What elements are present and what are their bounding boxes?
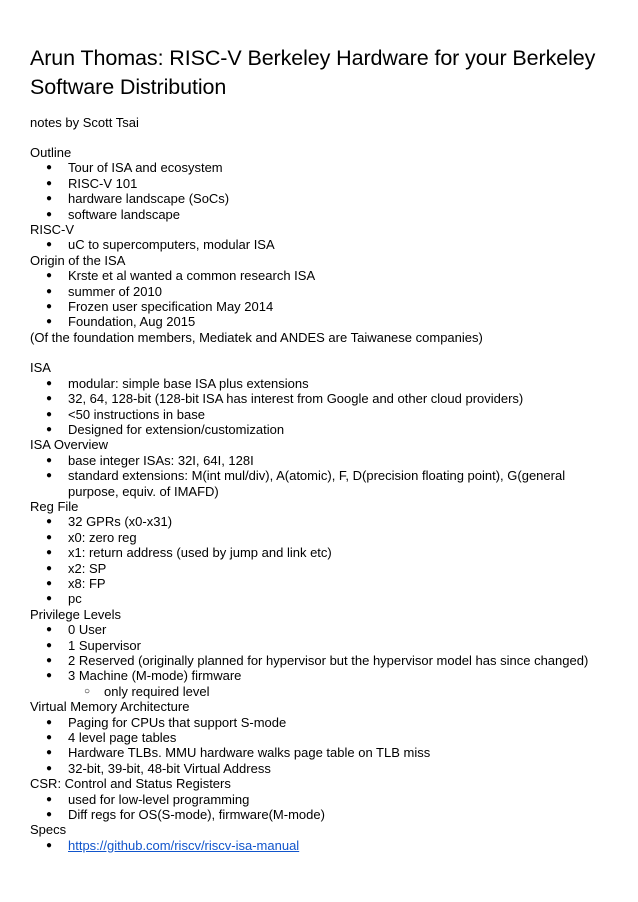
list-item: ● hardware landscape (SoCs): [30, 191, 610, 206]
heading-specs: Specs: [30, 822, 67, 838]
spec-link[interactable]: https://github.com/riscv/riscv-isa-manual: [68, 837, 300, 853]
foundation-note: (Of the foundation members, Mediatek and ANDES are Taiwanese companies): [30, 329, 483, 345]
list-item: ● used for low-level programming: [30, 792, 610, 807]
heading-reg-file: Reg File: [30, 498, 79, 514]
list-outline: [30, 160, 610, 222]
list-vm: [30, 715, 610, 777]
list-item: ● 3 Machine (M-mode) firmware: [30, 668, 610, 683]
heading-isa: ISA: [30, 360, 51, 376]
sublist-privilege: [30, 684, 610, 699]
list-item: ● base integer ISAs: 32I, 64I, 128I: [30, 453, 610, 468]
heading-isa-overview: ISA Overview: [30, 437, 109, 453]
list-item: ● x8: FP: [30, 576, 610, 591]
list-item: ● 1 Supervisor: [30, 638, 610, 653]
heading-privilege: Privilege Levels: [30, 606, 122, 622]
heading-csr: CSR: Control and Status Registers: [30, 776, 231, 792]
list-item: ● 4 level page tables: [30, 730, 610, 745]
list-item: ● 2 Reserved (originally planned for hypervisor but the hypervisor model has since changed): [30, 653, 610, 668]
list-item: ● 32, 64, 128-bit (128-bit ISA has interest from Google and other cloud providers): [30, 391, 610, 406]
list-item: ● Krste et al wanted a common research ISA: [30, 268, 610, 283]
list-item: ● software landscape: [30, 207, 610, 222]
list-item: ● Designed for extension/customization: [30, 422, 610, 437]
document-title: Arun Thomas: RISC-V Berkeley Hardware for your Berkeley Software Distribution: [30, 46, 596, 99]
list-item: ● Hardware TLBs. MMU hardware walks page table on TLB miss: [30, 745, 610, 760]
heading-vm: Virtual Memory Architecture: [30, 699, 190, 715]
byline: notes by Scott Tsai: [30, 115, 139, 130]
sub-list-item: ○ only required level: [30, 684, 610, 699]
list-item: ● RISC-V 101: [30, 176, 610, 191]
list-item: [30, 838, 610, 853]
list-item: ● Diff regs for OS(S-mode), firmware(M-mode): [30, 807, 610, 822]
list-item: ● <50 instructions in base: [30, 407, 610, 422]
list-item: ● Frozen user specification May 2014: [30, 299, 610, 314]
list-privilege: [30, 622, 610, 684]
list-item: ● modular: simple base ISA plus extensions: [30, 376, 610, 391]
heading-riscv: RISC-V: [30, 222, 75, 238]
list-item: ● x0: zero reg: [30, 530, 610, 545]
heading-outline: Outline: [30, 145, 72, 160]
list-item: ● standard extensions: M(int mul/div), A(atomic), F, D(precision floating point), G(general purpose, equiv. of IMAFD): [30, 468, 610, 499]
list-item: ● uC to supercomputers, modular ISA: [30, 237, 610, 252]
list-riscv: [30, 237, 610, 252]
list-item: ● 32 GPRs (x0-x31): [30, 514, 610, 529]
list-item: ● x2: SP: [30, 561, 610, 576]
list-item: ● summer of 2010: [30, 284, 610, 299]
list-csr: [30, 792, 610, 823]
list-item: ● 0 User: [30, 622, 610, 637]
list-isa-overview: [30, 453, 610, 499]
list-item: ● Paging for CPUs that support S-mode: [30, 715, 610, 730]
list-item: ● Tour of ISA and ecosystem: [30, 160, 610, 175]
list-specs: [30, 838, 610, 853]
list-item: ● x1: return address (used by jump and link etc): [30, 545, 610, 560]
list-reg-file: [30, 514, 610, 606]
list-item: ● pc: [30, 591, 610, 606]
list-isa: [30, 376, 610, 438]
list-item: ● 32-bit, 39-bit, 48-bit Virtual Address: [30, 761, 610, 776]
list-origin: [30, 268, 610, 330]
heading-origin: Origin of the ISA: [30, 252, 126, 268]
list-item: ● Foundation, Aug 2015: [30, 314, 610, 329]
